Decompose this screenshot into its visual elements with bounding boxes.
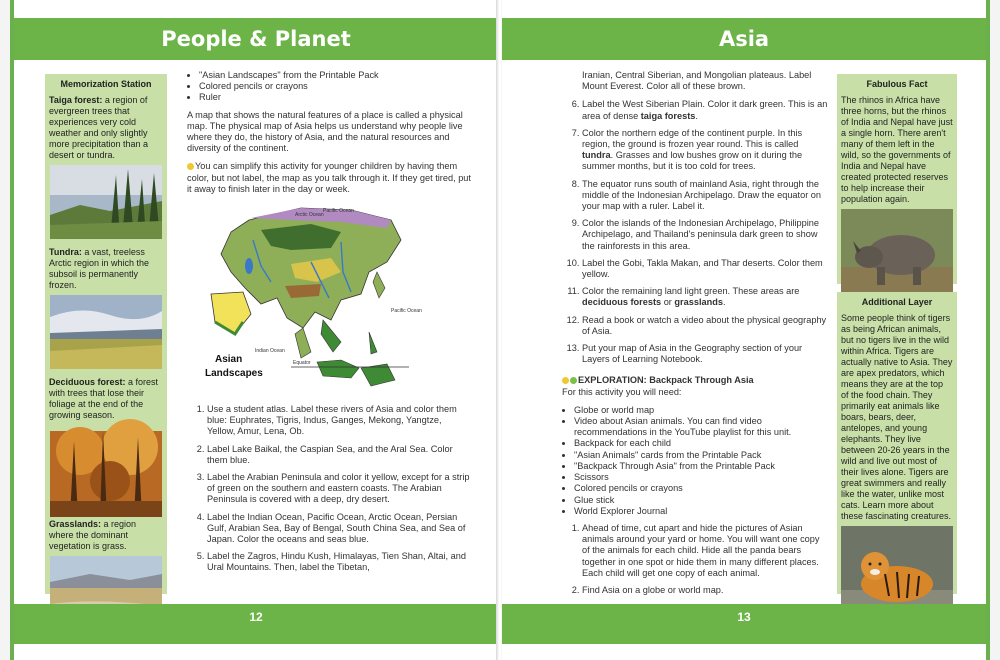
list-item: • Colored pencils or crayons	[574, 483, 828, 494]
taiga-forest-photo	[50, 165, 162, 239]
young-learner-icon	[562, 377, 569, 384]
physical-map-paragraph: A map that shows the natural features of a place is called a physical map. The physical map of Asia helps us understand why people live where they do, the history of Asia, and the natural resources and diversity of the continent.	[187, 109, 463, 154]
exploration-supplies	[562, 405, 828, 517]
right-page-footer	[502, 604, 986, 644]
list-item: 11. Color the remaining land light green. These areas are deciduous forests or grasslands.	[582, 286, 828, 308]
left-page	[10, 0, 498, 660]
simplify-tip: You can simplify this activity for younger children by having them color, but not label, the map as you talk through it. If they get tired, put it away to finish later in the day or week.	[187, 161, 471, 194]
right-main-column	[562, 70, 828, 602]
list-item: 4. Label the Indian Ocean, Pacific Ocean, Arctic Ocean, Persian Gulf, Arabian Sea, Bay of Bengal, South China Sea, and Sea of Japan. Color the oceans and seas blue.	[207, 512, 471, 546]
list-item: • Scissors	[574, 472, 828, 483]
map-steps-list	[187, 404, 471, 574]
map-label-pacific-top: Pacific Ocean	[323, 208, 354, 215]
fact-title: Fabulous Fact	[866, 79, 928, 89]
list-item: 13. Put your map of Asia in the Geography section of your Layers of Learning Notebook.	[582, 343, 828, 365]
definition-taiga: Taiga forest: a region of evergreen trees that experiences very cold weather and only slightly more precipitation than a desert or tundra.	[49, 95, 149, 160]
right-page	[502, 0, 990, 660]
middle-learner-icon	[570, 377, 577, 384]
definition-grasslands: Grasslands: a region where the dominant vegetation is grass.	[49, 519, 137, 551]
list-item: 6. Label the West Siberian Plain. Color it dark green. This is an area of dense taiga forests.	[582, 99, 828, 121]
page-number: 13	[737, 610, 751, 624]
fact-text: The rhinos in Africa have three horns, but the rhinos of India and Nepal have just a single horn. There aren't many of them left in the wild, so the governments of India and Nepal have created protected reserves to help increase their population again.	[841, 95, 953, 204]
left-page-footer	[14, 604, 498, 644]
map-steps-continued	[562, 99, 828, 365]
list-item: 1. Ahead of time, cut apart and hide the pictures of Asian animals around your yard or home. You will want one copy of the animals for each child. Hide all the panda bears together in one spot or hide them in many different places. Each child will get one copy of each animal.	[582, 523, 828, 579]
list-item: 2. Find Asia on a globe or world map.	[582, 585, 828, 596]
map-label-indian: Indian Ocean	[255, 348, 285, 355]
list-item: 10. Label the Gobi, Takla Makan, and Thar deserts. Color them yellow.	[582, 258, 828, 280]
list-item: • Glue stick	[574, 495, 828, 506]
list-item: • Globe or world map	[574, 405, 828, 416]
additional-layer-sidebar	[837, 292, 957, 594]
tundra-photo	[50, 295, 162, 369]
list-item: 7. Color the northern edge of the continent purple. In this region, the ground is frozen year round. This is called tundra. Grasses and low bushes grow on it during the summer months, but it is too cold for trees.	[582, 128, 828, 173]
exploration-steps	[562, 523, 828, 596]
list-item: • Video about Asian animals. You can find video recommendations in the YouTube playlist for this unit.	[574, 416, 828, 438]
list-item: 8. The equator runs south of mainland Asia, right through the middle of the Indonesian Archipelago. Draw the equator on your map with a ruler. Label it.	[582, 179, 828, 213]
list-item: • Backpack for each child	[574, 438, 828, 449]
definition-tundra: Tundra: a vast, treeless Arctic region in which the subsoil is permanently frozen.	[49, 247, 150, 290]
map-label-equator: Equator	[293, 360, 311, 367]
list-item: • "Asian Landscapes" from the Printable Pack	[199, 70, 471, 81]
list-item: • World Explorer Journal	[574, 506, 828, 517]
fabulous-fact-sidebar	[837, 74, 957, 284]
exploration-title-row	[562, 375, 828, 386]
young-learner-icon	[187, 163, 194, 170]
exploration-intro: For this activity you will need:	[562, 386, 682, 397]
exploration-title: EXPLORATION: Backpack Through Asia	[578, 375, 754, 386]
right-page-header: Asia	[502, 18, 986, 60]
list-item: 1. Use a student atlas. Label these rivers of Asia and color them blue: Euphrates, Tigris, Indus, Ganges, Mekong, Yangtze, Yellow, Amur, Lena, Ob.	[207, 404, 471, 438]
page-number: 12	[249, 610, 263, 624]
layer-title: Additional Layer	[861, 297, 933, 307]
map-title-line2: Landscapes	[205, 368, 263, 380]
left-main-column	[187, 70, 471, 580]
supplies-list	[187, 70, 471, 104]
map-label-arctic: Arctic Ocean	[295, 212, 324, 219]
list-item: 2. Label Lake Baikal, the Caspian Sea, and the Aral Sea. Color them blue.	[207, 444, 471, 466]
list-item: 12. Read a book or watch a video about the physical geography of Asia.	[582, 315, 828, 337]
asian-landscapes-map	[191, 202, 422, 398]
list-item: • "Asian Animals" cards from the Printable Pack	[574, 450, 828, 461]
sidebar-title: Memorization Station	[60, 79, 152, 89]
map-label-pacific-right: Pacific Ocean	[391, 308, 422, 315]
continued-step: Iranian, Central Siberian, and Mongolian plateaus. Label Mount Everest. Color all of these brown.	[582, 70, 812, 92]
map-title-line1: Asian	[215, 354, 243, 366]
list-item: 9. Color the islands of the Indonesian Archipelago, Philippine Archipelago, and Thailand's peninsula dark green to show the rainforests in this area.	[582, 218, 828, 252]
list-item: • Colored pencils or crayons	[199, 81, 471, 92]
memorization-station-sidebar	[45, 74, 167, 594]
list-item: 3. Label the Arabian Peninsula and color it yellow, except for a strip of green on the southern and eastern coasts. The Arabian Peninsula is covered with a deep, dry desert.	[207, 472, 471, 506]
rhino-photo	[841, 209, 953, 293]
layer-text: Some people think of tigers as being African animals, but no tigers live in the wild within Africa. Tigers are actually native to Asia. They are apex predators, which means they are at the top of the food chain. They primarily eat animals like boars, bears, deer, antelopes, and young elephants. They live between 20-26 years in the wild and live out most of their lives alone. Tigers are great swimmers and really like the water, unlike most cats. Learn more about these fascinating creatures.	[841, 313, 953, 521]
left-page-header: People & Planet	[14, 18, 498, 60]
list-item: • "Backpack Through Asia" from the Printable Pack	[574, 461, 828, 472]
list-item: 5. Label the Zagros, Hindu Kush, Himalayas, Tien Shan, Altai, and Ural Mountains. Then, label the Tibetan,	[207, 551, 471, 573]
list-item: • Ruler	[199, 92, 471, 103]
definition-deciduous: Deciduous forest: a forest with trees that lose their foliage at the end of the growing season.	[49, 377, 159, 420]
deciduous-forest-photo	[50, 425, 162, 511]
